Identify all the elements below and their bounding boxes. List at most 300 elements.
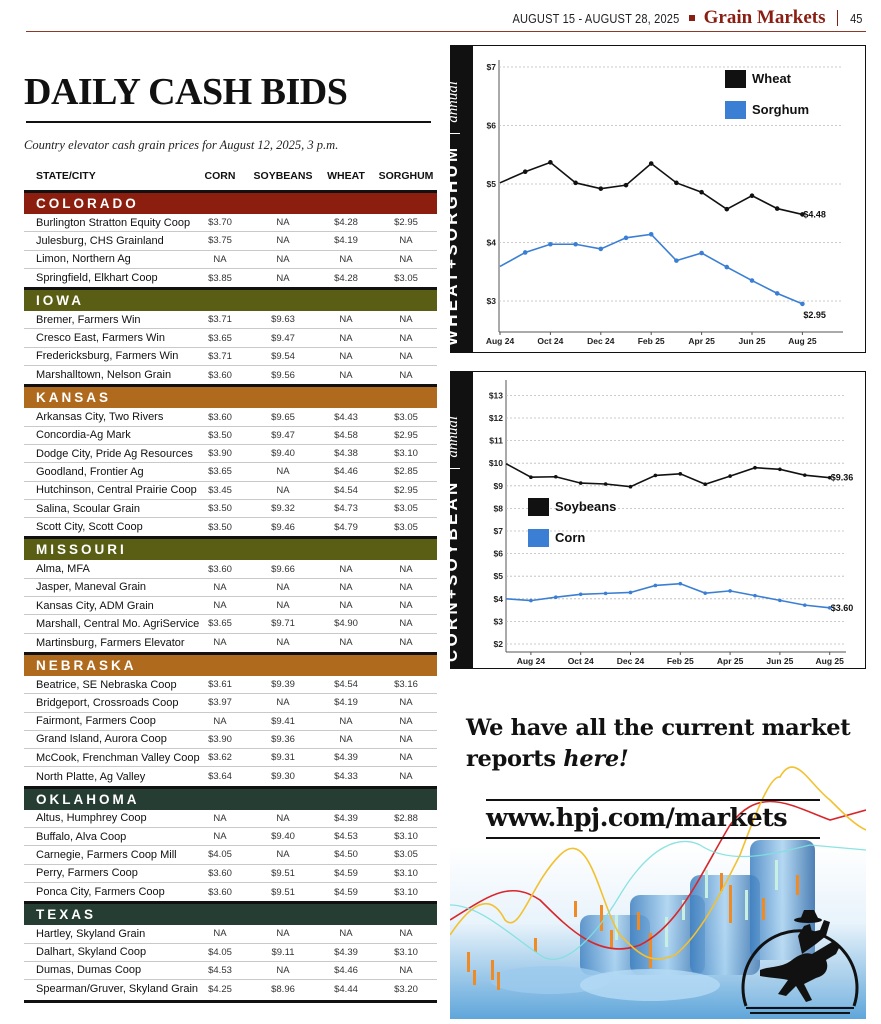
corn-price-cell: $3.65 bbox=[208, 618, 232, 630]
corn-price-cell: $3.97 bbox=[208, 697, 232, 709]
sorghum-price-cell: NA bbox=[399, 253, 413, 265]
data-point bbox=[728, 474, 732, 478]
soybeans-price-cell: $9.65 bbox=[271, 411, 295, 423]
x-tick-label: Feb 25 bbox=[637, 336, 665, 346]
soybeans-price-cell: NA bbox=[276, 235, 290, 247]
location-cell: Ponca City, Farmers Coop bbox=[36, 886, 165, 899]
soybeans-price-cell: $9.66 bbox=[271, 563, 295, 575]
soybeans-price-cell: NA bbox=[276, 581, 290, 593]
table-row bbox=[24, 731, 437, 749]
soybeans-price-cell: $9.36 bbox=[271, 733, 295, 745]
soybeans-price-cell: NA bbox=[276, 466, 290, 478]
soybeans-price-cell: $9.40 bbox=[271, 831, 295, 843]
y-tick-label: $5 bbox=[493, 571, 503, 582]
sorghum-price-cell: $2.95 bbox=[394, 217, 418, 229]
data-point bbox=[573, 181, 578, 186]
chart-subtitle: annual bbox=[445, 415, 461, 458]
table-row bbox=[24, 579, 437, 597]
corn-price-cell: $3.65 bbox=[208, 466, 232, 478]
table-row bbox=[24, 713, 437, 731]
chart-side-title-group bbox=[442, 81, 462, 346]
corn-price-cell: $3.61 bbox=[208, 679, 232, 691]
corn-price-cell: $3.50 bbox=[208, 503, 232, 514]
sorghum-price-cell: NA bbox=[399, 235, 413, 247]
soybeans-price-cell: NA bbox=[276, 272, 290, 284]
state-rows bbox=[24, 214, 437, 287]
corn-price-cell: NA bbox=[213, 600, 227, 612]
corn-price-cell: $3.60 bbox=[208, 563, 232, 575]
sorghum-price-cell: $3.10 bbox=[394, 867, 418, 879]
sorghum-price-cell: NA bbox=[399, 964, 413, 976]
sorghum-price-cell: $3.05 bbox=[394, 503, 418, 514]
location-cell: Arkansas City, Two Rivers bbox=[36, 411, 164, 424]
y-tick-label: $4 bbox=[493, 593, 503, 604]
data-point bbox=[725, 265, 730, 270]
sorghum-price-cell: NA bbox=[399, 600, 413, 612]
table-header bbox=[24, 162, 437, 190]
soybeans-price-cell: $9.32 bbox=[271, 503, 295, 514]
location-cell: Cresco East, Farmers Win bbox=[36, 332, 165, 345]
data-point bbox=[778, 599, 782, 603]
sorghum-price-cell: $2.95 bbox=[394, 429, 418, 441]
sorghum-price-cell: NA bbox=[399, 314, 413, 326]
data-point bbox=[679, 472, 683, 476]
corn-price-cell: $3.85 bbox=[208, 272, 232, 284]
data-point bbox=[624, 183, 629, 188]
column-header-sorghum: SORGHUM bbox=[378, 170, 434, 182]
divider bbox=[445, 133, 460, 134]
table-bottom-rule bbox=[24, 1000, 437, 1003]
sorghum-price-cell: $3.20 bbox=[394, 983, 418, 995]
wheat-price-cell: $4.39 bbox=[334, 812, 358, 824]
location-cell: North Platte, Ag Valley bbox=[36, 770, 146, 783]
table-row bbox=[24, 944, 437, 962]
soybeans-price-cell: $9.46 bbox=[271, 521, 295, 533]
data-point bbox=[778, 468, 782, 472]
wheat-price-cell: $4.43 bbox=[334, 411, 358, 423]
table-row bbox=[24, 214, 437, 232]
chart-subtitle: annual bbox=[445, 81, 461, 123]
state-header: OKLAHOMA bbox=[24, 786, 437, 810]
chart-side-label bbox=[442, 372, 473, 668]
corn-price-cell: $3.71 bbox=[208, 350, 232, 362]
location-cell: Perry, Farmers Coop bbox=[36, 867, 138, 880]
state-header: IOWA bbox=[24, 287, 437, 311]
y-tick-label: $6 bbox=[486, 120, 496, 131]
wheat-price-cell: NA bbox=[339, 733, 353, 745]
sorghum-price-cell: NA bbox=[399, 697, 413, 709]
chart-side-title-group bbox=[442, 416, 462, 662]
data-point bbox=[529, 599, 533, 603]
legend-label: Wheat bbox=[752, 71, 791, 86]
location-cell: McCook, Frenchman Valley Coop bbox=[36, 751, 200, 764]
y-tick-label: $7 bbox=[486, 62, 496, 72]
data-point bbox=[753, 466, 757, 470]
table-row bbox=[24, 865, 437, 883]
corn-price-cell: $4.05 bbox=[208, 946, 232, 958]
wheat-price-cell: $4.59 bbox=[334, 886, 358, 898]
soybeans-price-cell: NA bbox=[276, 964, 290, 976]
table-row bbox=[24, 463, 437, 481]
series-line-sorghum bbox=[500, 234, 802, 304]
data-point bbox=[775, 291, 780, 296]
y-tick-label: $10 bbox=[488, 458, 503, 469]
soybeans-price-cell: NA bbox=[276, 637, 290, 649]
table-row bbox=[24, 408, 437, 426]
section-title: Grain Markets bbox=[703, 7, 826, 28]
location-cell: Alma, MFA bbox=[36, 563, 90, 576]
wheat-price-cell: NA bbox=[339, 369, 353, 381]
wheat-price-cell: $4.46 bbox=[334, 466, 358, 478]
horse-rider-logo-icon bbox=[740, 880, 860, 1019]
column-header-corn: CORN bbox=[204, 170, 236, 182]
data-point bbox=[523, 250, 528, 255]
table-row bbox=[24, 615, 437, 633]
legend-label: Sorghum bbox=[752, 102, 810, 117]
data-point bbox=[654, 474, 658, 478]
data-point bbox=[699, 190, 704, 195]
data-point bbox=[728, 589, 732, 593]
y-tick-label: $8 bbox=[493, 503, 503, 514]
cash-bids-table bbox=[24, 162, 437, 1003]
location-cell: Buffalo, Alva Coop bbox=[36, 830, 127, 843]
data-point bbox=[753, 594, 757, 598]
state-section bbox=[24, 536, 437, 651]
column-header-state-city: STATE/CITY bbox=[36, 170, 96, 182]
sorghum-price-cell: NA bbox=[399, 350, 413, 362]
series-line-soybeans bbox=[506, 464, 830, 487]
wheat-price-cell: $4.59 bbox=[334, 867, 358, 879]
state-section bbox=[24, 190, 437, 287]
data-point bbox=[599, 186, 604, 191]
data-point bbox=[629, 485, 633, 489]
location-cell: Marshall, Central Mo. AgriService bbox=[36, 617, 200, 630]
table-body bbox=[24, 190, 437, 998]
location-cell: Jasper, Maneval Grain bbox=[36, 581, 147, 594]
divider bbox=[837, 10, 838, 26]
location-cell: Hutchinson, Central Prairie Coop bbox=[36, 484, 197, 497]
location-cell: Grand Island, Aurora Coop bbox=[36, 733, 167, 746]
wheat-price-cell: $4.58 bbox=[334, 429, 358, 441]
divider bbox=[445, 468, 460, 469]
location-cell: Goodland, Frontier Ag bbox=[36, 465, 144, 478]
data-point bbox=[674, 258, 679, 263]
sorghum-price-cell: NA bbox=[399, 715, 413, 727]
state-rows bbox=[24, 408, 437, 536]
wheat-price-cell: $4.38 bbox=[334, 448, 358, 460]
location-cell: Carnegie, Farmers Coop Mill bbox=[36, 848, 177, 861]
x-tick-label: Dec 24 bbox=[587, 336, 615, 346]
location-cell: Dodge City, Pride Ag Resources bbox=[36, 447, 193, 460]
state-header: KANSAS bbox=[24, 384, 437, 408]
table-row bbox=[24, 925, 437, 943]
markets-advertisement[interactable] bbox=[450, 705, 866, 1019]
data-point bbox=[604, 592, 608, 596]
y-tick-label: $12 bbox=[488, 413, 503, 423]
state-rows bbox=[24, 560, 437, 651]
data-point bbox=[554, 475, 558, 479]
location-cell: Fredericksburg, Farmers Win bbox=[36, 350, 179, 363]
sorghum-price-cell: NA bbox=[399, 332, 413, 344]
corn-price-cell: $3.75 bbox=[208, 235, 232, 247]
wheat-price-cell: $4.44 bbox=[334, 983, 358, 995]
ad-headline bbox=[466, 713, 866, 775]
data-point bbox=[523, 169, 528, 174]
location-cell: Hartley, Skyland Grain bbox=[36, 927, 146, 940]
ad-headline-text: We have all the current market reports bbox=[466, 715, 851, 772]
x-tick-label: Oct 24 bbox=[567, 656, 594, 666]
corn-price-cell: $3.90 bbox=[208, 448, 232, 460]
state-header: MISSOURI bbox=[24, 536, 437, 560]
soybeans-price-cell: $9.51 bbox=[271, 886, 295, 898]
legend-swatch-icon bbox=[725, 101, 746, 119]
location-cell: Salina, Scoular Grain bbox=[36, 502, 140, 515]
wheat-price-cell: $4.39 bbox=[334, 946, 358, 958]
corn-price-cell: $4.53 bbox=[208, 964, 232, 976]
soybeans-price-cell: $9.63 bbox=[271, 314, 295, 326]
table-row bbox=[24, 232, 437, 250]
chart-title: WHEAT+SORGHUM bbox=[442, 144, 461, 346]
corn-price-cell: $3.60 bbox=[208, 411, 232, 423]
corn-price-cell: NA bbox=[213, 928, 227, 940]
location-cell: Dumas, Dumas Coop bbox=[36, 964, 142, 977]
data-point bbox=[725, 207, 730, 212]
wheat-price-cell: $4.79 bbox=[334, 521, 358, 533]
state-rows bbox=[24, 311, 437, 384]
table-row bbox=[24, 810, 437, 828]
corn-soybean-chart bbox=[442, 371, 866, 669]
legend-swatch-icon bbox=[528, 529, 549, 547]
wheat-price-cell: $4.46 bbox=[334, 964, 358, 976]
data-point bbox=[654, 584, 658, 588]
data-point bbox=[624, 236, 629, 241]
title-rule bbox=[26, 121, 431, 123]
state-section bbox=[24, 901, 437, 998]
end-value-label: $3.60 bbox=[830, 602, 854, 613]
data-point bbox=[529, 475, 533, 479]
soybeans-price-cell: NA bbox=[276, 697, 290, 709]
wheat-price-cell: NA bbox=[339, 581, 353, 593]
data-point bbox=[803, 473, 807, 477]
table-row bbox=[24, 846, 437, 864]
location-cell: Springfield, Elkhart Coop bbox=[36, 272, 158, 285]
soybeans-price-cell: NA bbox=[276, 253, 290, 265]
location-cell: Burlington Stratton Equity Coop bbox=[36, 216, 191, 229]
sorghum-price-cell: NA bbox=[399, 637, 413, 649]
table-row bbox=[24, 962, 437, 980]
y-tick-label: $2 bbox=[493, 639, 503, 649]
page-title: DAILY CASH BIDS bbox=[24, 71, 348, 113]
state-rows bbox=[24, 810, 437, 901]
wheat-price-cell: $4.73 bbox=[334, 503, 358, 514]
table-row bbox=[24, 518, 437, 536]
data-point bbox=[649, 232, 654, 237]
wheat-price-cell: $4.28 bbox=[334, 272, 358, 284]
sorghum-price-cell: NA bbox=[399, 581, 413, 593]
series-line-wheat bbox=[500, 162, 802, 214]
wheat-price-cell: NA bbox=[339, 600, 353, 612]
state-rows bbox=[24, 925, 437, 998]
x-tick-label: Aug 25 bbox=[788, 336, 817, 346]
column-header-soybeans: SOYBEANS bbox=[253, 170, 313, 182]
data-point bbox=[649, 161, 654, 166]
soybeans-price-cell: $9.56 bbox=[271, 369, 295, 381]
corn-price-cell: $3.71 bbox=[208, 314, 232, 326]
corn-price-cell: NA bbox=[213, 812, 227, 824]
sorghum-price-cell: $3.16 bbox=[394, 679, 418, 691]
table-row bbox=[24, 482, 437, 500]
y-tick-label: $13 bbox=[488, 390, 503, 401]
table-row bbox=[24, 634, 437, 652]
location-cell: Altus, Humphrey Coop bbox=[36, 812, 147, 825]
x-tick-label: Apr 25 bbox=[688, 336, 715, 346]
wheat-price-cell: $4.19 bbox=[334, 697, 358, 709]
table-row bbox=[24, 597, 437, 615]
table-row bbox=[24, 883, 437, 901]
wheat-price-cell: $4.54 bbox=[334, 679, 358, 691]
y-tick-label: $11 bbox=[489, 435, 503, 446]
sorghum-price-cell: $3.10 bbox=[394, 448, 418, 460]
wheat-sorghum-chart bbox=[442, 45, 866, 353]
x-tick-label: Aug 25 bbox=[815, 656, 844, 666]
table-row bbox=[24, 311, 437, 329]
data-point bbox=[674, 181, 679, 186]
data-point bbox=[775, 206, 780, 211]
soybeans-price-cell: $9.71 bbox=[271, 618, 295, 630]
wheat-price-cell: NA bbox=[339, 253, 353, 265]
table-row bbox=[24, 348, 437, 366]
wheat-price-cell: $4.90 bbox=[334, 618, 358, 630]
wheat-price-cell: $4.50 bbox=[334, 849, 358, 861]
location-cell: Beatrice, SE Nebraska Coop bbox=[36, 678, 177, 691]
location-cell: Concordia-Ag Mark bbox=[36, 429, 131, 442]
legend-swatch-icon bbox=[528, 498, 549, 516]
state-header: TEXAS bbox=[24, 901, 437, 925]
sorghum-price-cell: $3.05 bbox=[394, 849, 418, 861]
data-point bbox=[599, 247, 604, 252]
soybeans-price-cell: NA bbox=[276, 812, 290, 824]
corn-price-cell: $3.65 bbox=[208, 332, 232, 344]
wheat-price-cell: NA bbox=[339, 332, 353, 344]
soybeans-price-cell: NA bbox=[276, 217, 290, 229]
location-cell: Dalhart, Skyland Coop bbox=[36, 946, 147, 959]
data-point bbox=[604, 482, 608, 486]
ad-url-link[interactable]: www.hpj.com/markets bbox=[486, 803, 788, 833]
y-tick-label: $7 bbox=[493, 526, 503, 536]
soybeans-price-cell: NA bbox=[276, 928, 290, 940]
data-point bbox=[579, 592, 583, 596]
soybeans-price-cell: $9.47 bbox=[271, 429, 295, 441]
sorghum-price-cell: $3.05 bbox=[394, 272, 418, 284]
data-point bbox=[750, 278, 755, 283]
sorghum-price-cell: NA bbox=[399, 752, 413, 764]
table-row bbox=[24, 767, 437, 785]
data-point bbox=[554, 595, 558, 599]
data-point bbox=[579, 481, 583, 485]
legend-label: Corn bbox=[555, 530, 586, 545]
legend-swatch-icon bbox=[725, 70, 746, 88]
sorghum-price-cell: NA bbox=[399, 369, 413, 381]
data-point bbox=[548, 242, 553, 247]
header-rule bbox=[26, 31, 866, 32]
corn-price-cell: $3.60 bbox=[208, 886, 232, 898]
table-row bbox=[24, 749, 437, 767]
corn-price-cell: NA bbox=[213, 253, 227, 265]
sorghum-price-cell: $2.95 bbox=[394, 484, 418, 496]
soybeans-price-cell: $8.96 bbox=[271, 983, 295, 995]
sorghum-price-cell: $3.05 bbox=[394, 411, 418, 423]
x-tick-label: Aug 24 bbox=[485, 336, 515, 346]
soybeans-price-cell: $9.39 bbox=[271, 679, 295, 691]
soybeans-price-cell: $9.31 bbox=[271, 752, 295, 764]
state-section bbox=[24, 384, 437, 536]
location-cell: Scott City, Scott Coop bbox=[36, 521, 143, 534]
page-header bbox=[0, 0, 881, 32]
soybeans-price-cell: $9.30 bbox=[271, 771, 295, 783]
y-tick-label: $6 bbox=[493, 548, 503, 559]
table-row bbox=[24, 445, 437, 463]
wheat-price-cell: $4.19 bbox=[334, 235, 358, 247]
state-section bbox=[24, 287, 437, 384]
sorghum-price-cell: $3.10 bbox=[394, 831, 418, 843]
wheat-price-cell: NA bbox=[339, 314, 353, 326]
data-point bbox=[800, 302, 805, 307]
corn-soybean-plot bbox=[473, 372, 865, 667]
x-tick-label: Jun 25 bbox=[766, 656, 794, 666]
state-header: NEBRASKA bbox=[24, 652, 437, 676]
y-tick-label: $3 bbox=[493, 616, 503, 627]
data-point bbox=[679, 582, 683, 586]
data-point bbox=[629, 591, 633, 595]
soybeans-price-cell: $9.11 bbox=[271, 946, 295, 958]
wheat-price-cell: $4.53 bbox=[334, 831, 358, 843]
data-point bbox=[548, 160, 553, 165]
sorghum-price-cell: $3.10 bbox=[394, 886, 418, 898]
location-cell: Limon, Northern Ag bbox=[36, 253, 131, 266]
x-tick-label: Apr 25 bbox=[716, 656, 744, 666]
corn-price-cell: NA bbox=[213, 831, 227, 843]
data-point bbox=[699, 251, 704, 256]
corn-price-cell: $3.90 bbox=[208, 733, 232, 745]
sorghum-price-cell: NA bbox=[399, 563, 413, 575]
ad-headline-emphasis: here! bbox=[563, 746, 629, 772]
state-header: COLORADO bbox=[24, 190, 437, 214]
wheat-price-cell: $4.33 bbox=[334, 771, 358, 783]
x-tick-label: Feb 25 bbox=[666, 656, 694, 666]
sorghum-price-cell: NA bbox=[399, 928, 413, 940]
soybeans-price-cell: $9.47 bbox=[271, 332, 295, 344]
table-row bbox=[24, 269, 437, 287]
corn-price-cell: $3.50 bbox=[208, 521, 232, 533]
soybeans-price-cell: NA bbox=[276, 484, 290, 496]
soybeans-price-cell: $9.54 bbox=[271, 350, 295, 362]
table-row bbox=[24, 828, 437, 846]
data-point bbox=[703, 591, 707, 595]
chart-title: CORN+SOYBEAN bbox=[442, 479, 461, 662]
sorghum-price-cell: $2.85 bbox=[394, 466, 418, 478]
corn-price-cell: $3.50 bbox=[208, 429, 232, 441]
sorghum-price-cell: NA bbox=[399, 771, 413, 783]
wheat-price-cell: $4.54 bbox=[334, 484, 358, 496]
x-tick-label: Oct 24 bbox=[537, 336, 564, 346]
corn-price-cell: $4.25 bbox=[208, 983, 232, 995]
data-point bbox=[703, 482, 707, 486]
table-row bbox=[24, 329, 437, 347]
corn-price-cell: $4.05 bbox=[208, 849, 232, 861]
ad-url-box[interactable] bbox=[486, 799, 820, 839]
table-row bbox=[24, 427, 437, 445]
bullet-icon bbox=[689, 15, 695, 21]
